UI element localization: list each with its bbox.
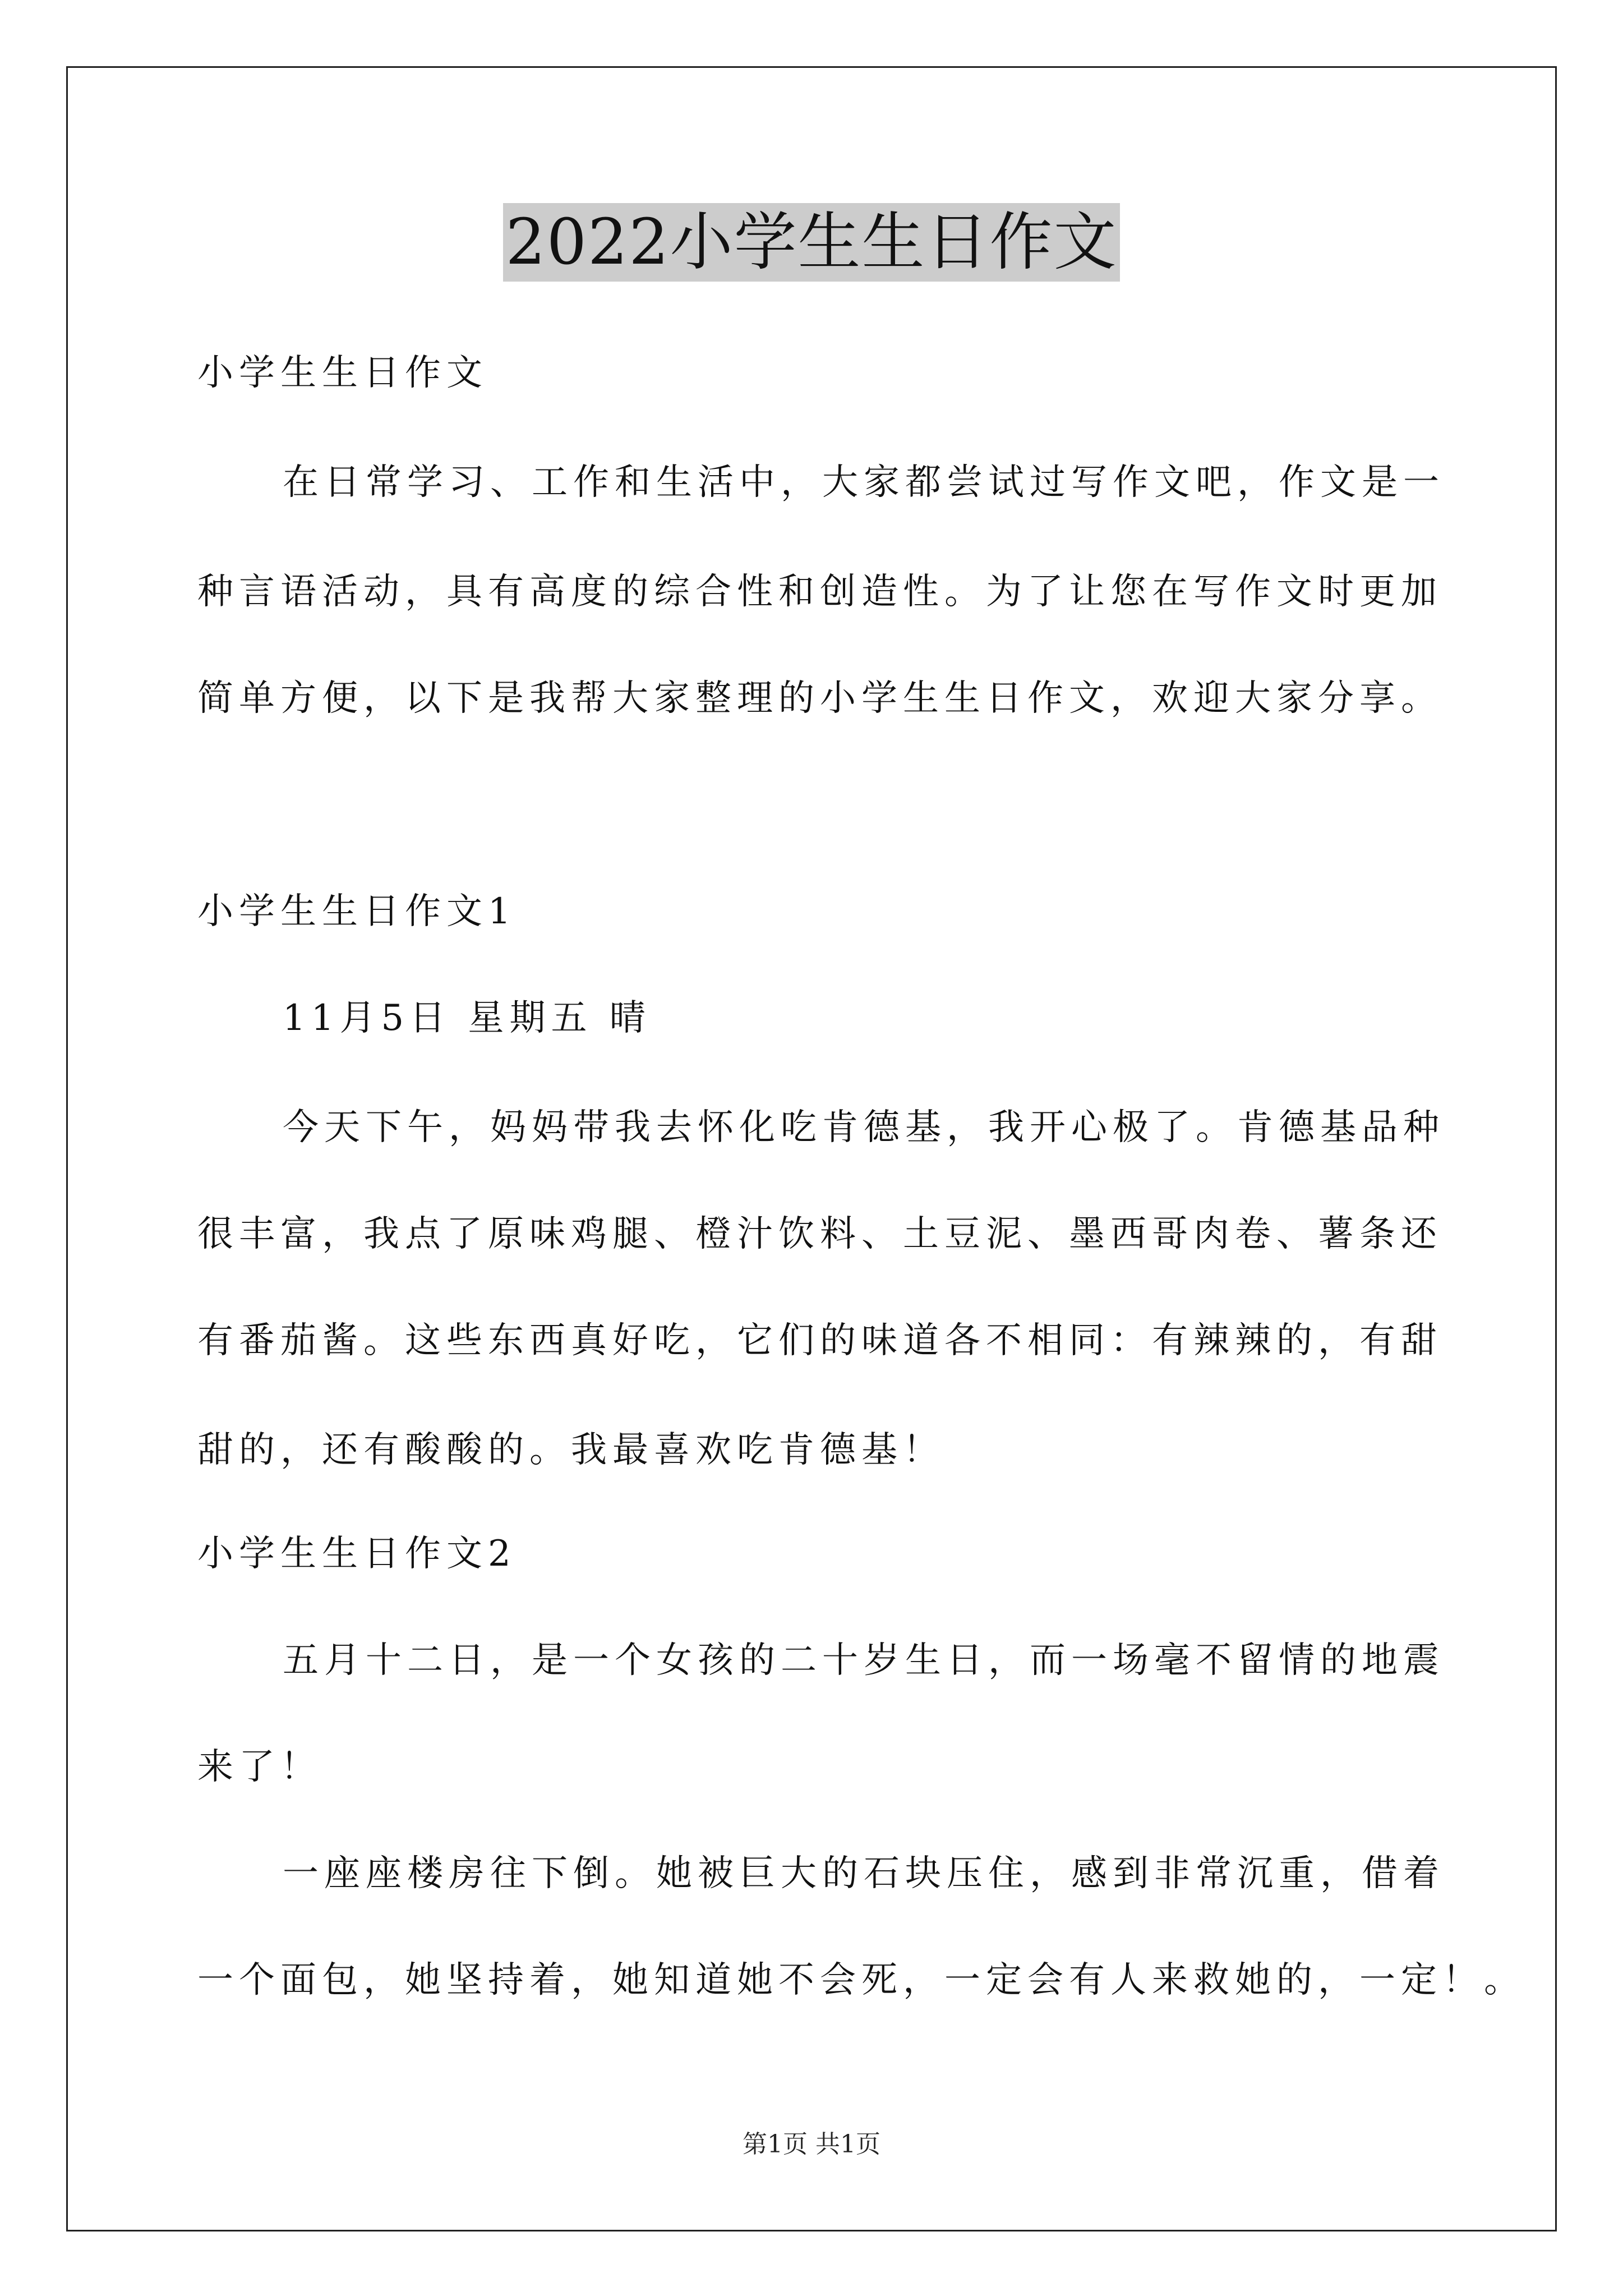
paragraph-line: 甜的，还有酸酸的。我最喜欢吃肯德基！	[197, 1429, 944, 1471]
page-footer: 第1页 共1页	[743, 2130, 880, 2159]
paragraph-line: 五月十二日，是一个女孩的二十岁生日，而一场毫不留情的地震	[283, 1640, 1445, 1681]
paragraph-line: 在日常学习、工作和生活中，大家都尝试过写作文吧，作文是一	[283, 462, 1445, 503]
intro-heading: 小学生生日作文	[197, 352, 488, 394]
paragraph-line: 一个面包，她坚持着，她知道她不会死，一定会有人来救她的，一定！。	[197, 1959, 1525, 2001]
paragraph-line: 来了！	[197, 1746, 322, 1788]
paragraph-line: 简单方便，以下是我帮大家整理的小学生生日作文，欢迎大家分享。	[197, 678, 1442, 719]
paragraph-line: 很丰富，我点了原味鸡腿、橙汁饮料、土豆泥、墨西哥肉卷、薯条还	[197, 1213, 1442, 1255]
paragraph-line: 种言语活动，具有高度的综合性和创造性。为了让您在写作文时更加	[197, 571, 1442, 613]
paragraph-line: 有番茄酱。这些东西真好吃，它们的味道各不相同：有辣辣的，有甜	[197, 1320, 1442, 1361]
paragraph-line: 今天下午，妈妈带我去怀化吃肯德基，我开心极了。肯德基品种	[283, 1107, 1445, 1148]
date-line: 11月5日 星期五 晴	[283, 997, 651, 1039]
document-title: 2022小学生生日作文	[503, 203, 1119, 282]
section-heading-2: 小学生生日作文2	[197, 1533, 517, 1575]
paragraph-line: 一座座楼房往下倒。她被巨大的石块压住，感到非常沉重，借着	[283, 1853, 1445, 1894]
title-area	[0, 203, 1623, 282]
section-heading-1: 小学生生日作文1	[197, 891, 517, 932]
